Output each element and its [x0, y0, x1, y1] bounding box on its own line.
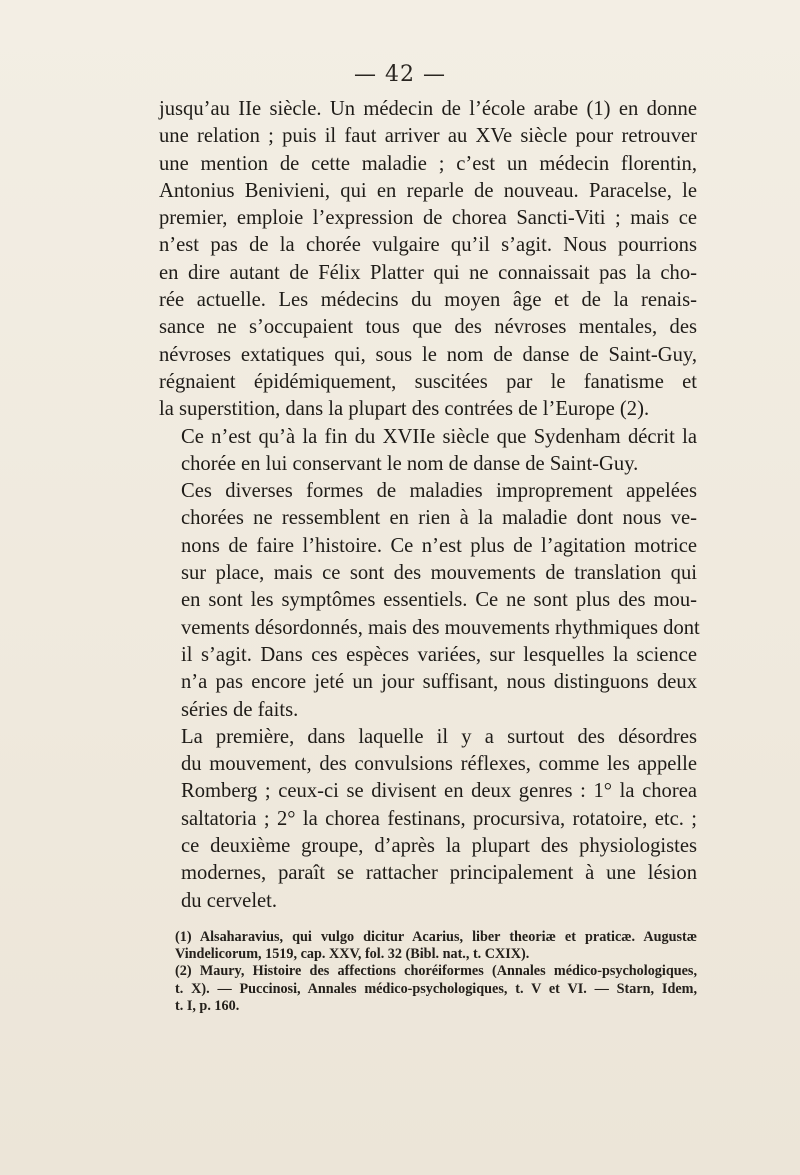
text-line: régnaient épidémiquement, suscitées par le fanatisme et: [159, 370, 697, 393]
footnote-line: t. I, p. 160.: [175, 997, 240, 1014]
text-line: vements désordonnés, mais des mouvements rhythmiques dont: [181, 616, 700, 639]
paragraph-2: [159, 424, 697, 479]
text-line: ce deuxième groupe, d’après la plupart des physiologistes: [181, 835, 697, 858]
text-line: jusqu’au IIe siècle. Un médecin de l’école arabe (1) en donne: [159, 98, 697, 120]
text-line: Romberg ; ceux-ci se divisent en deux genres : 1° la chorea: [181, 780, 697, 803]
page-number: — 42 —: [354, 62, 446, 87]
text-line: Ce n’est qu’à la fin du XVIIe siècle que Sydenham décrit la: [181, 425, 697, 448]
text-line: une mention de cette maladie ; c’est un médecin florentin,: [159, 152, 697, 175]
text-line: en sont les symptômes essentiels. Ce ne sont plus des mou-: [181, 589, 697, 612]
text-line: La première, dans laquelle il y a surtout des désordres: [181, 725, 697, 748]
footnote-1: [159, 929, 697, 963]
body-text: [159, 96, 700, 915]
text-line: du cervelet.: [181, 889, 278, 912]
footnote-line: Vindelicorum, 1519, cap. XXV, fol. 32 (Bibl. nat., t. CXIX).: [175, 946, 530, 963]
paragraph-3: [159, 478, 700, 724]
text-line: n’a pas encore jeté un jour suffisant, nous distinguons deux: [181, 671, 697, 694]
text-line: sance ne s’occupaient tous que des névroses mentales, des: [159, 316, 697, 339]
paragraph-4: [159, 724, 697, 915]
paragraph-1: [159, 96, 697, 424]
text-line: rée actuelle. Les médecins du moyen âge et de la renais-: [159, 289, 697, 312]
text-line: premier, emploie l’expression de chorea Sancti-Viti ; mais ce: [159, 207, 697, 230]
footnote-line: t. X). — Puccinosi, Annales médico-psychologiques, t. V et VI. — Starn, Idem,: [175, 980, 697, 997]
footnote-line: (2) Maury, Histoire des affections choréiformes (Annales médico-psychologiques,: [175, 963, 697, 980]
footnote-line: (1) Alsaharavius, qui vulgo dicitur Acarius, liber theoriæ et praticæ. Augustæ: [175, 929, 697, 945]
text-line: sur place, mais ce sont des mouvements de translation qui: [181, 562, 697, 585]
text-line: n’est pas de la chorée vulgaire qu’il s’agit. Nous pourrions: [159, 234, 697, 257]
text-line: une relation ; puis il faut arriver au XVe siècle pour retrouver: [159, 125, 697, 148]
text-line: chorée en lui conservant le nom de danse de Saint-Guy.: [181, 452, 639, 475]
text-line: en dire autant de Félix Platter qui ne connaissait pas la cho-: [159, 261, 697, 284]
footnotes: [159, 929, 697, 1015]
text-line: nons de faire l’histoire. Ce n’est plus de l’agitation motrice: [181, 534, 697, 557]
text-line: saltatoria ; 2° la chorea festinans, procursiva, rotatoire, etc. ;: [181, 807, 697, 830]
text-line: séries de faits.: [181, 698, 299, 721]
text-line: Antonius Benivieni, qui en reparle de nouveau. Paracelse, le: [159, 179, 697, 202]
text-line: chorées ne ressemblent en rien à la maladie dont nous ve-: [181, 507, 697, 530]
text-line: du mouvement, des convulsions réflexes, comme les appelle: [181, 753, 697, 776]
text-line: Ces diverses formes de maladies improprement appelées: [181, 480, 697, 503]
footnote-2: [159, 963, 697, 1015]
text-line: névroses extatiques qui, sous le nom de danse de Saint-Guy,: [159, 343, 697, 366]
text-line: modernes, paraît se rattacher principalement à une lésion: [181, 862, 697, 885]
text-line: la superstition, dans la plupart des contrées de l’Europe (2).: [159, 398, 650, 421]
text-line: il s’agit. Dans ces espèces variées, sur lesquelles la science: [181, 643, 697, 666]
